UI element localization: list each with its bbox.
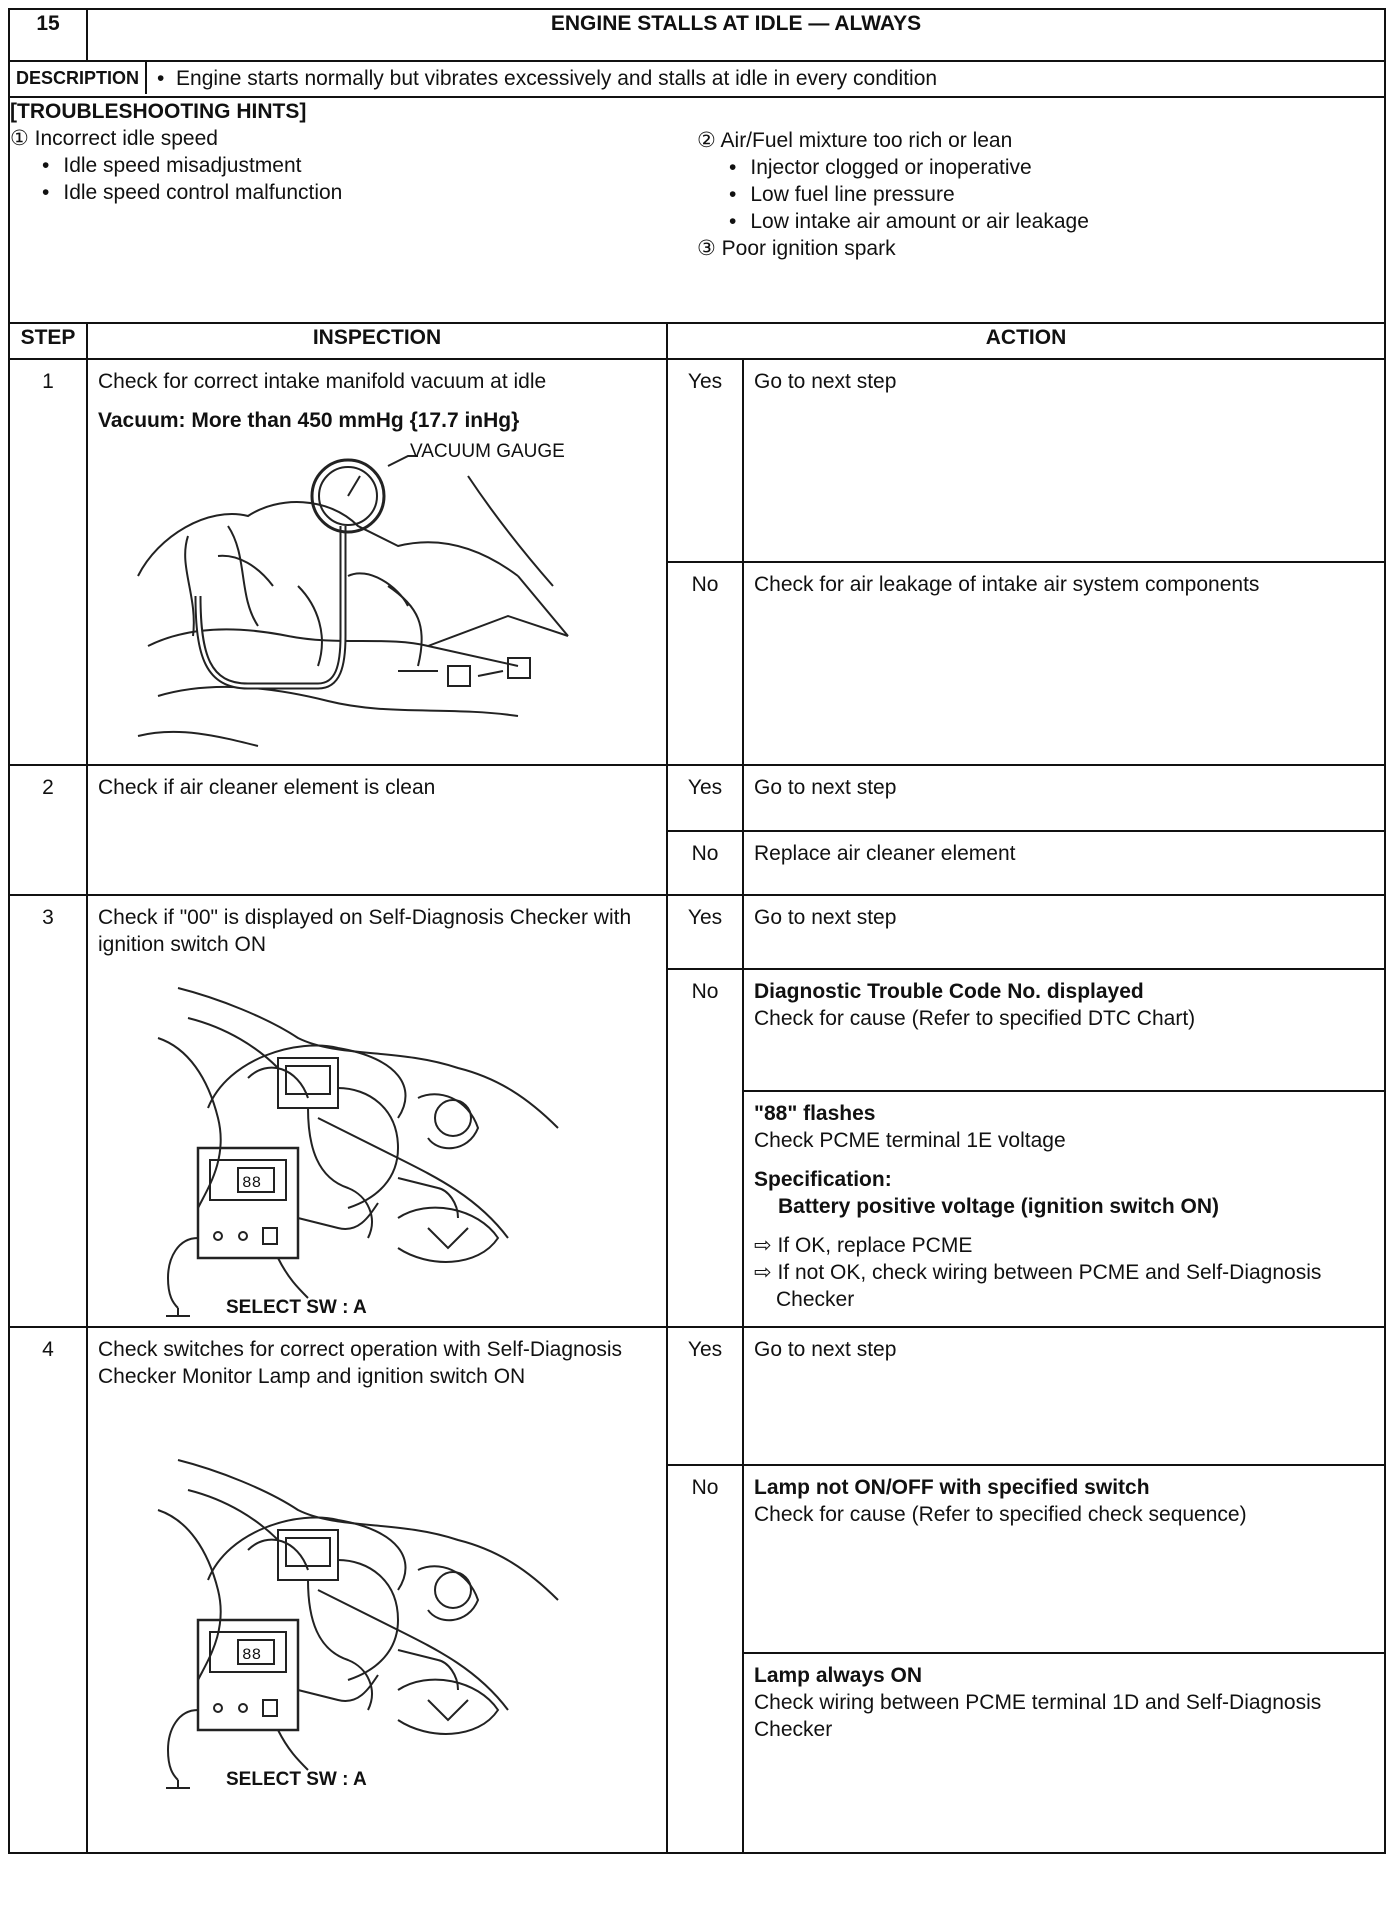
action-text: Check PCME terminal 1E voltage (754, 1129, 1066, 1152)
result-answer: No (667, 1465, 743, 1853)
checker-display-code: 88 (242, 1174, 262, 1192)
hints-right-column (697, 125, 1384, 262)
step-inspection (87, 1327, 667, 1853)
step-number: 4 (9, 1327, 87, 1853)
inspection-text: Check if air cleaner element is clean (98, 776, 436, 799)
result-answer: No (667, 831, 743, 895)
result-action: Go to next step (743, 765, 1385, 831)
inspection-spec: Vacuum: More than 450 mmHg {17.7 inHg} (98, 409, 520, 432)
description-text (147, 65, 937, 92)
vacuum-gauge-figure (98, 436, 578, 756)
not-ok-text: If not OK, check wiring between PCME and Self-Diagnosis Checker (776, 1261, 1322, 1311)
action-title: Diagnostic Trouble Code No. displayed (754, 980, 1144, 1003)
result-answer: Yes (667, 1327, 743, 1465)
column-header-step: STEP (9, 323, 87, 359)
result-answer: No (667, 969, 743, 1327)
result-action-lamp-not-on (743, 1465, 1385, 1653)
hint-2-item: • Low fuel line pressure (697, 181, 1384, 208)
troubleshooting-sheet (8, 8, 1384, 1854)
inspection-text: Check switches for correct operation with Self-Diagnosis Checker Monitor Lamp and ignition switch ON (98, 1338, 623, 1388)
hints-title: [TROUBLESHOOTING HINTS] (10, 100, 307, 123)
checker-display-code: 88 (242, 1646, 262, 1664)
arrow-icon: ⇨ (754, 1261, 772, 1284)
step-number: 3 (9, 895, 87, 1327)
troubleshooting-hints (9, 97, 1385, 323)
column-header-action: ACTION (667, 323, 1385, 359)
hint-2-item: • Low intake air amount or air leakage (697, 208, 1384, 235)
hint-1-item: • Idle speed misadjustment (10, 152, 697, 179)
hints-left-column (10, 125, 697, 262)
step-inspection (87, 359, 667, 765)
description-body: Engine starts normally but vibrates excessively and stalls at idle in every condition (176, 66, 938, 90)
action-text: Check for cause (Refer to specified DTC Chart) (754, 1007, 1196, 1030)
ok-text: If OK, replace PCME (777, 1234, 973, 1257)
procedure-title: ENGINE STALLS AT IDLE — ALWAYS (87, 9, 1385, 61)
step-number: 1 (9, 359, 87, 765)
step-number: 2 (9, 765, 87, 895)
action-title: Lamp not ON/OFF with specified switch (754, 1476, 1150, 1499)
action-title: "88" flashes (754, 1102, 876, 1125)
action-title: Lamp always ON (754, 1664, 923, 1687)
step-inspection (87, 895, 667, 1327)
figure-label: SELECT SW : A (226, 1297, 367, 1318)
result-action-88 (743, 1091, 1385, 1327)
checker-figure (98, 978, 578, 1318)
hint-2-item: • Injector clogged or inoperative (697, 154, 1384, 181)
description-bullet: • (157, 66, 165, 90)
self-diagnosis-checker-illustration (98, 978, 578, 1318)
description-label: DESCRIPTION (10, 62, 147, 94)
action-text: Check for cause (Refer to specified check sequence) (754, 1503, 1247, 1526)
procedure-number: 15 (9, 9, 87, 61)
hint-1-item: • Idle speed control malfunction (10, 179, 697, 206)
self-diagnosis-checker-illustration (98, 1450, 578, 1790)
description-row (9, 61, 1385, 97)
spec-label: Specification: (754, 1168, 892, 1191)
result-answer: Yes (667, 359, 743, 562)
not-ok-branch (754, 1259, 1374, 1313)
figure-label: VACUUM GAUGE (410, 441, 565, 462)
column-header-inspection: INSPECTION (87, 323, 667, 359)
checker-figure (98, 1450, 578, 1790)
troubleshooting-table (8, 8, 1386, 1854)
result-action: Go to next step (743, 895, 1385, 969)
result-answer: No (667, 562, 743, 765)
ok-branch (754, 1232, 1374, 1259)
spec-value: Battery positive voltage (ignition switch ON) (778, 1195, 1220, 1218)
result-answer: Yes (667, 895, 743, 969)
inspection-text: Check if "00" is displayed on Self-Diagnosis Checker with ignition switch ON (98, 906, 632, 956)
result-action-dtc (743, 969, 1385, 1091)
action-text: Check wiring between PCME terminal 1D and Self-Diagnosis Checker (754, 1691, 1322, 1741)
figure-label: SELECT SW : A (226, 1769, 367, 1790)
hint-3: ③ Poor ignition spark (697, 237, 896, 260)
step-inspection (87, 765, 667, 895)
hint-2: ② Air/Fuel mixture too rich or lean (697, 129, 1013, 152)
arrow-icon: ⇨ (754, 1234, 772, 1257)
engine-vacuum-illustration (98, 436, 578, 756)
result-action-lamp-always-on (743, 1653, 1385, 1853)
inspection-text: Check for correct intake manifold vacuum at idle (98, 370, 547, 393)
result-action: Replace air cleaner element (743, 831, 1385, 895)
result-action: Check for air leakage of intake air system components (743, 562, 1385, 765)
hint-1: ① Incorrect idle speed (10, 127, 218, 150)
result-answer: Yes (667, 765, 743, 831)
result-action: Go to next step (743, 1327, 1385, 1465)
result-action: Go to next step (743, 359, 1385, 562)
